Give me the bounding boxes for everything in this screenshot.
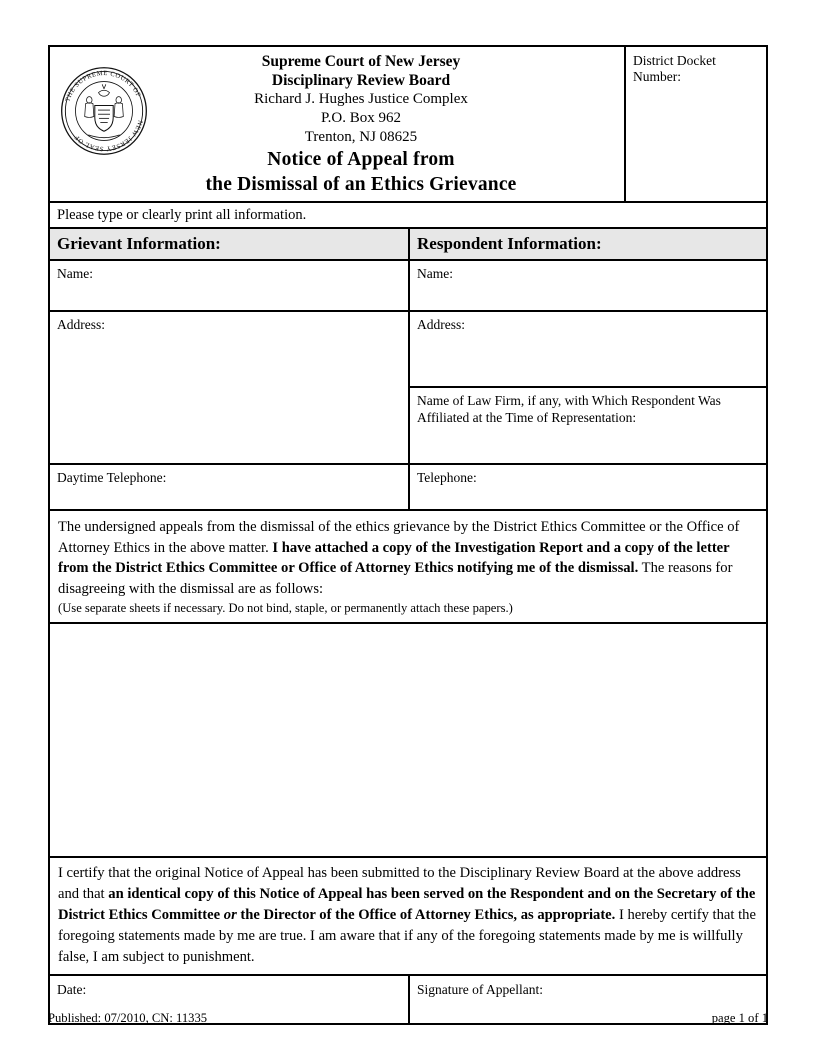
svg-text:THE SUPREME COURT OF: THE SUPREME COURT OF xyxy=(64,70,142,103)
reasons-writing-area[interactable] xyxy=(50,624,766,858)
respondent-telephone-field[interactable] xyxy=(410,465,766,509)
grievant-column xyxy=(50,229,410,509)
appeal-statement-part-1: The undersigned appeals from the dismissal of the ethics grievance by the District Ethics Committee or the Office of Attorney Ethics in the above matter. xyxy=(58,519,740,556)
appeal-statement-sub-note: (Use separate sheets if necessary. Do not bind, staple, or permanently attach these papers.) xyxy=(58,601,513,615)
certification-part-1: I certify that the original Notice of Appeal has been submitted to the Disciplinary Review Board at the above address and that xyxy=(58,865,741,902)
respondent-section-heading: Respondent Information: xyxy=(410,229,766,261)
court-address-line-2: P.O. Box 962 xyxy=(320,110,402,126)
respondent-law-firm-label: Name of Law Firm, if any, with Which Respondent Was Affiliated at the Time of Representation: xyxy=(417,393,721,425)
signature-label: Signature of Appellant: xyxy=(417,982,543,997)
grievant-section-heading: Grievant Information: xyxy=(50,229,408,261)
date-label: Date: xyxy=(57,982,87,997)
certification-statement xyxy=(50,858,766,976)
district-docket-number-field[interactable] xyxy=(624,47,766,201)
header-title-block xyxy=(50,47,624,201)
respondent-name-label: Name: xyxy=(417,266,453,281)
grievant-name-field[interactable] xyxy=(50,261,408,312)
certification-part-2: an identical copy of this Notice of Appeal has been served on the Respondent and on the Secretary of the District Ethics Committee xyxy=(58,886,756,923)
certification-part-4: the Director of the Office of Attorney Ethics, as appropriate. xyxy=(240,907,616,923)
respondent-column xyxy=(410,229,766,509)
respondent-address-field[interactable] xyxy=(410,312,766,388)
certification-part-3: or xyxy=(223,907,237,923)
respondent-telephone-label: Telephone: xyxy=(417,470,477,485)
respondent-law-firm-field[interactable] xyxy=(410,388,766,465)
page-footer xyxy=(48,1010,768,1026)
grievant-telephone-label: Daytime Telephone: xyxy=(57,470,167,485)
form-title-line-1: Notice of Appeal from xyxy=(267,149,455,170)
appeal-statement xyxy=(50,509,766,624)
section-headings-row xyxy=(50,229,766,509)
respondent-address-label: Address: xyxy=(417,317,465,332)
grievant-address-field[interactable] xyxy=(50,312,408,465)
court-address-line-3: Trenton, NJ 08625 xyxy=(304,129,418,145)
svg-text:NEW JERSEY SEAL OF: NEW JERSEY SEAL OF xyxy=(73,119,144,152)
respondent-name-field[interactable] xyxy=(410,261,766,312)
certification-part-5: I hereby certify that the foregoing statements made by me are true. I am aware that if any of the foregoing statements made by me is willfully false, I am subject to punishment. xyxy=(58,907,756,965)
grievant-name-label: Name: xyxy=(57,266,93,281)
footer-published: Published: 07/2010, CN: 11335 xyxy=(48,1011,208,1025)
grievant-telephone-field[interactable] xyxy=(50,465,408,509)
form-header xyxy=(50,47,766,203)
form-frame xyxy=(48,45,768,1025)
district-docket-number-label: District Docket Number: xyxy=(633,53,716,84)
supreme-court-seal-icon xyxy=(58,65,150,157)
appeal-statement-part-2: I have attached a copy of the Investigation Report and a copy of the letter from the District Ethics Committee or Office of Attorney Ethics notifying me of the dismissal. xyxy=(58,539,730,576)
court-name-line-2: Disciplinary Review Board xyxy=(271,72,451,89)
court-name-line-1: Supreme Court of New Jersey xyxy=(261,53,461,70)
instruction-line: Please type or clearly print all information. xyxy=(50,203,766,229)
grievant-address-label: Address: xyxy=(57,317,105,332)
appeal-statement-part-3: The reasons for disagreeing with the dismissal are as follows: xyxy=(58,560,733,597)
form-title-line-2: the Dismissal of an Ethics Grievance xyxy=(205,174,517,195)
footer-page-number: page 1 of 1 xyxy=(711,1011,768,1025)
court-address-line-1: Richard J. Hughes Justice Complex xyxy=(254,91,468,107)
